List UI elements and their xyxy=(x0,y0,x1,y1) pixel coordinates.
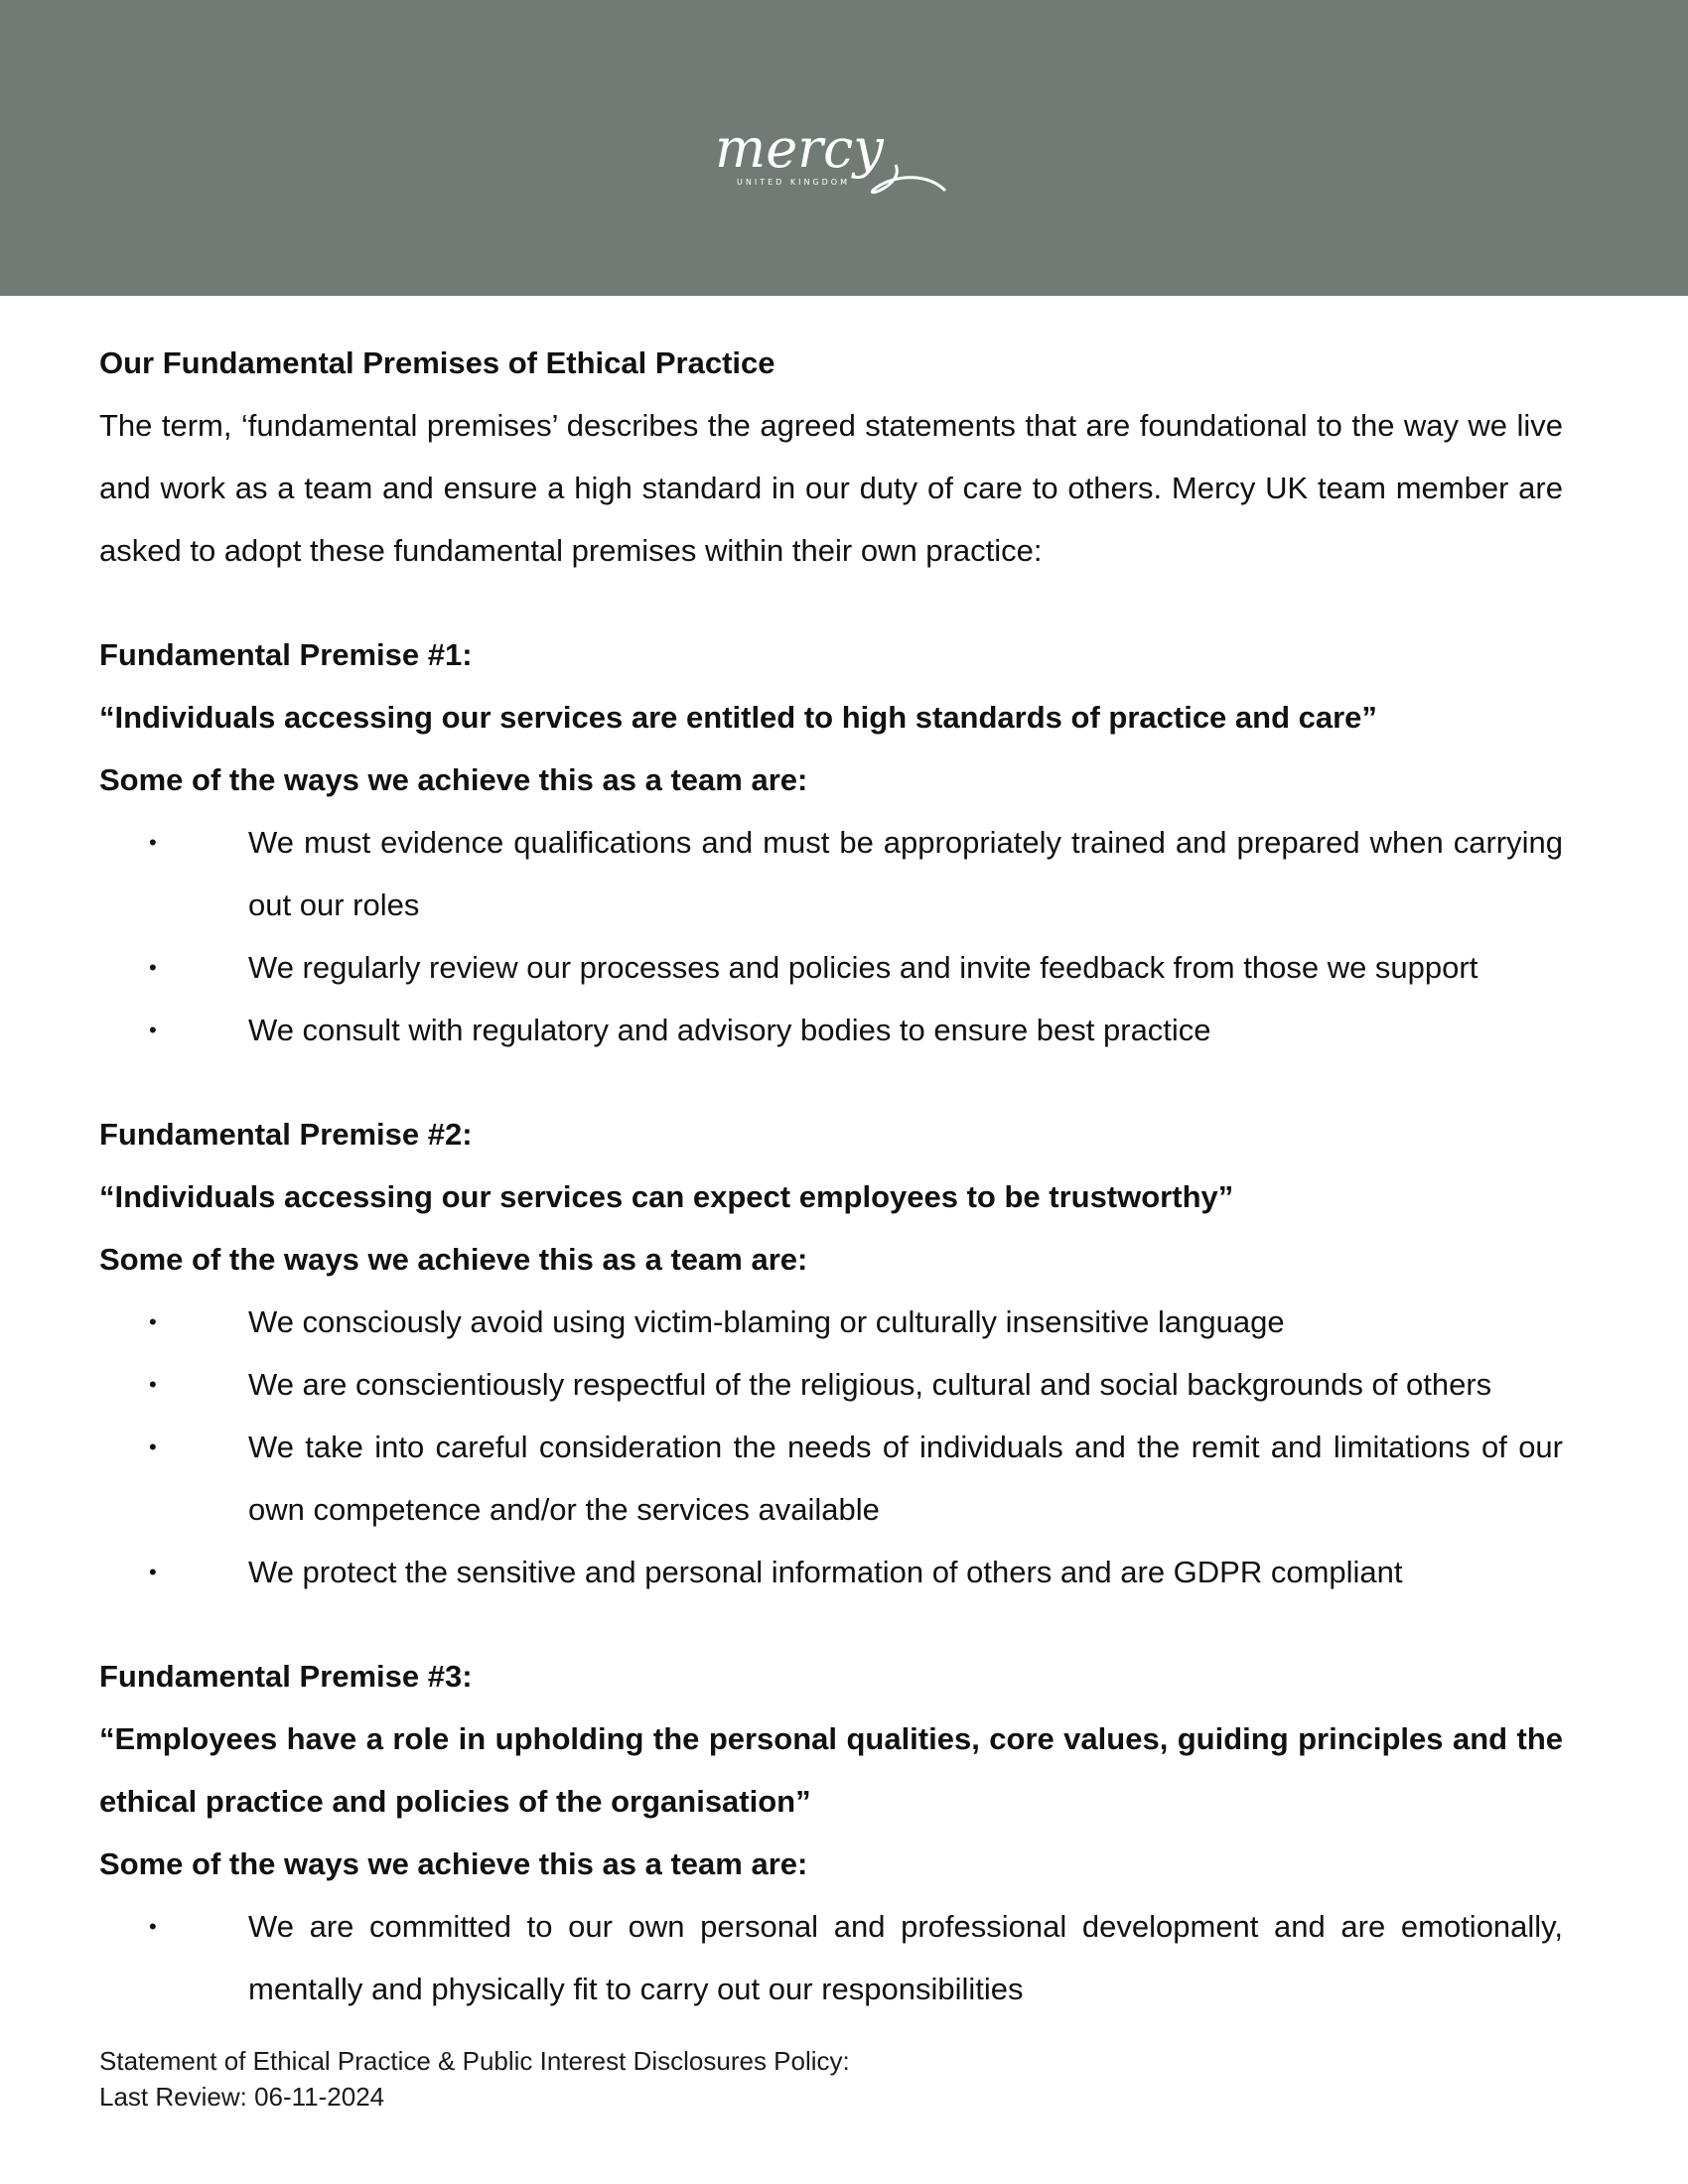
list-item: • We regularly review our processes and policies and invite feedback from those we support xyxy=(99,936,1563,999)
bullet-icon: • xyxy=(149,1372,157,1397)
list-item: • We consciously avoid using victim-blaming or culturally insensitive language xyxy=(99,1291,1563,1353)
list-item: • We consult with regulatory and advisory bodies to ensure best practice xyxy=(99,999,1563,1061)
list-item: • We are committed to our own personal and professional development and are emotionally, mentally and physically fit to carry out our responsibilities xyxy=(99,1895,1563,2020)
premise-3 xyxy=(99,1645,1563,2020)
premise-title: Fundamental Premise #2: xyxy=(99,1117,473,1152)
bullet-icon: • xyxy=(149,955,157,980)
premise-2 xyxy=(99,1103,1563,1603)
premise-bullets xyxy=(99,1291,1563,1603)
bullet-icon: • xyxy=(149,1309,157,1334)
bullet-icon: • xyxy=(149,1560,157,1584)
page-header xyxy=(0,0,1688,296)
bullet-icon: • xyxy=(149,1018,157,1042)
premise-quote: “Individuals accessing our services can expect employees to be trustworthy” xyxy=(99,1179,1234,1214)
bullet-icon: • xyxy=(149,830,157,855)
premise-title: Fundamental Premise #1: xyxy=(99,637,473,672)
premise-quote: “Employees have a role in upholding the personal qualities, core values, guiding principles and the ethical practice and policies of the organisation” xyxy=(99,1721,1563,1819)
premise-bullets xyxy=(99,811,1563,1061)
list-item: • We take into careful consideration the needs of individuals and the remit and limitations of our own competence and/or the services available xyxy=(99,1416,1563,1541)
premise-title: Fundamental Premise #3: xyxy=(99,1659,473,1694)
intro-paragraph: The term, ‘fundamental premises’ describes the agreed statements that are foundational to the way we live and work as a team and ensure a high standard in our duty of care to others. Mercy UK team member are asked to adopt these fundamental premises within their own practice: xyxy=(99,408,1563,568)
bullet-icon: • xyxy=(149,1914,157,1939)
page-footer xyxy=(99,2043,850,2115)
ways-heading: Some of the ways we achieve this as a team are: xyxy=(99,1242,808,1277)
logo-subtext: UNITED KINGDOM xyxy=(737,178,850,187)
list-item: • We protect the sensitive and personal information of others and are GDPR compliant xyxy=(99,1541,1563,1603)
ways-heading: Some of the ways we achieve this as a team are: xyxy=(99,762,808,797)
premise-quote: “Individuals accessing our services are entitled to high standards of practice and care” xyxy=(99,700,1377,735)
document-body xyxy=(99,332,1563,2020)
list-item: • We are conscientiously respectful of the religious, cultural and social backgrounds of others xyxy=(99,1353,1563,1416)
ways-heading: Some of the ways we achieve this as a team are: xyxy=(99,1846,808,1881)
bullet-icon: • xyxy=(149,1434,157,1459)
premise-bullets xyxy=(99,1895,1563,2020)
logo-wordmark: mercy xyxy=(715,117,884,180)
mercy-logo xyxy=(707,117,955,199)
footer-policy-line: Statement of Ethical Practice & Public Interest Disclosures Policy: xyxy=(99,2046,850,2076)
footer-review-line: Last Review: 06-11-2024 xyxy=(99,2082,385,2112)
premise-1 xyxy=(99,623,1563,1061)
intro-heading: Our Fundamental Premises of Ethical Practice xyxy=(99,345,775,380)
list-item: • We must evidence qualifications and must be appropriately trained and prepared when carrying out our roles xyxy=(99,811,1563,936)
